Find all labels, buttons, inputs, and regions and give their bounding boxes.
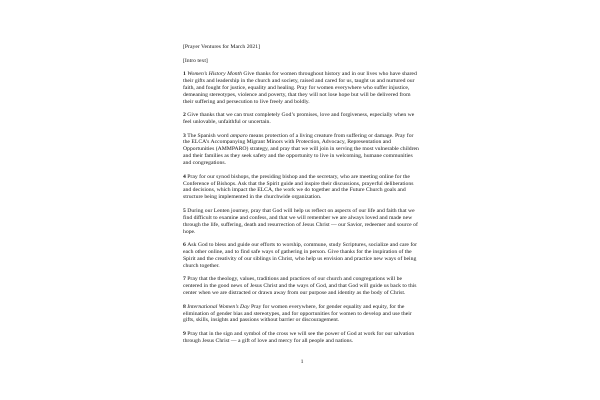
paragraph-segment: Pray for women everywhere, for gender equality and equity, for the elimination of gender bias and stereotypes, and for opportunities for women to develop and use their gifts, skills, insights and passions without barrier or discouragement. (183, 303, 412, 324)
document-title: [Prayer Ventures for March 2021] (183, 44, 260, 50)
document-paragraph (183, 331, 421, 345)
document-paragraph (183, 208, 421, 236)
intro-placeholder: [Intro text] (183, 57, 208, 64)
paragraph-segment: 1 (183, 71, 188, 77)
paragraph-segment: 9 (183, 330, 188, 337)
document-paragraph (183, 276, 421, 297)
document-paragraph (183, 133, 421, 168)
paragraph-segment: amparo (230, 132, 248, 139)
paragraph-segment: Pray that in the sign and symbol of the cross we will see the power of God at work for our salvation through Jesus Christ — a gift of love and mercy for all people and nations. (183, 330, 415, 344)
paragraph-segment: Women’s History Month (187, 71, 242, 77)
document-paragraph (183, 71, 421, 106)
paragraph-segment: 3 (183, 132, 188, 139)
paragraph-segment: means protection of a living creature from suffering or damage. Pray for the ELCA’s Accompanying Migrant Minors with Protection, Advocacy, Representation and Opportunities (AMMPARO) strategy, and pray that we will join in serving the most vulnerable children and their families as they seek safety and the opportunity to live in welcoming, humane communities and congregations. (183, 132, 419, 167)
paragraph-list (183, 71, 421, 345)
paragraph-segment: The Spanish word (187, 132, 231, 139)
document-paragraph (183, 304, 421, 325)
paragraph-segment: 2 (183, 112, 188, 119)
text-column (183, 44, 421, 351)
paragraph-segment: 8 (183, 303, 188, 310)
paragraph-segment: International Women’s Day (187, 303, 250, 310)
paragraph-segment: 7 (183, 276, 188, 283)
paragraph-segment: 4 (183, 173, 188, 180)
document-paragraph (183, 112, 421, 126)
paragraph-segment: Pray that the theology, values, traditions and practices of our church and congregations will be centered in the good news of Jesus Christ and the ways of God, and that God will guide us back to this center when we are distracted or drawn away from our purpose and identity as the body of Christ. (183, 276, 417, 297)
paragraph-segment: Ask God to bless and guide our efforts to worship, commune, study Scriptures, socialize and care for each other online, and to find safe ways of gathering in person. Give thanks for the inspiration of the Spirit and the creativity of our siblings in Christ, who help us envision and practice new ways of being church together. (183, 242, 417, 269)
paragraph-segment: 6 (183, 242, 188, 249)
paragraph-segment: Give thanks for women throughout history and in our lives who have shared their gifts and leadership in the church and society, raised and cared for us, taught us and nurtured our faith, and fought for justice, equality and healing. Pray for women everywhere who suffer injustice, demeaning stereotypes, violence and poverty, that they will not lose hope but will be delivered from their suffering and persecution to live freely and boldly. (183, 71, 417, 105)
paragraph-segment: Pray for our synod bishops, the presiding bishop and the secretary, who are meeting online for the Conference of Bishops. Ask that the Spirit guide and inspire their discussions, prayerful deliberations and decisions, which impact the ELCA, the work we do together and the Future Church goals and structure being implemented in the churchwide organization. (183, 173, 414, 201)
document-paragraph (183, 174, 421, 202)
paragraph-segment: During our Lenten journey, pray that God will help us reflect on aspects of our life and faith that we find difficult to examine and confess, and that we will remember we are always loved and made new through the life, suffering, death and resurrection of Jesus Christ — our Savior, redeemer and source of hope. (183, 207, 418, 235)
page-number: 1 (300, 359, 304, 365)
document-paragraph (183, 242, 421, 270)
paragraph-segment: 5 (183, 207, 188, 214)
paragraph-segment: Give thanks that we can trust completely God’s promises, love and forgiveness, especially when we feel unlovable, unfaithful or uncertain. (183, 112, 415, 126)
